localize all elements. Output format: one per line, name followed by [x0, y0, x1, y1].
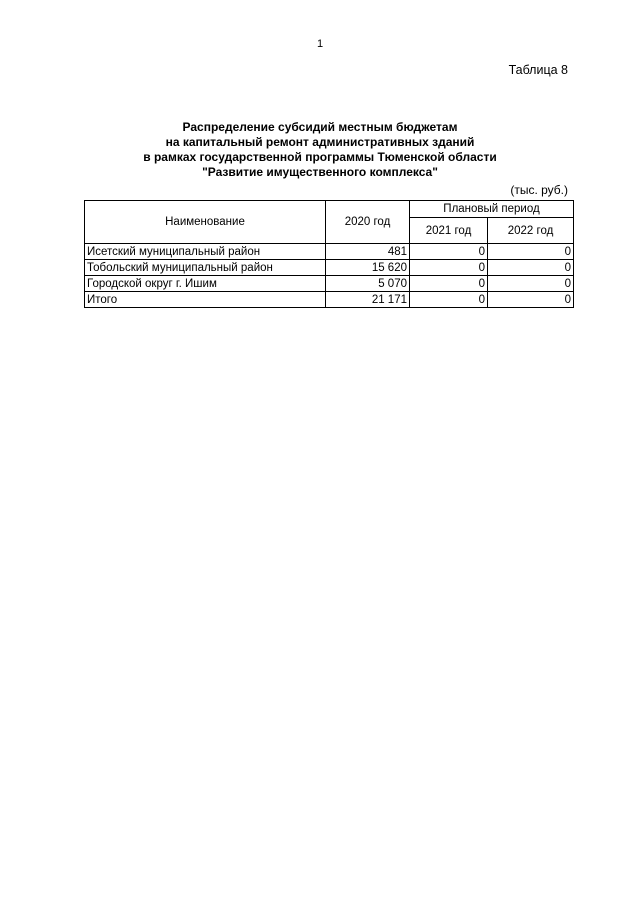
total-row [85, 292, 574, 308]
header-planning-period: Плановый период [410, 201, 574, 218]
table-row [85, 244, 574, 260]
row-2020: 481 [326, 244, 410, 260]
title-line-4: "Развитие имущественного комплекса" [202, 165, 438, 179]
row-2021: 0 [410, 244, 488, 260]
title-line-2: на капитальный ремонт административных зданий [165, 135, 475, 149]
row-2020: 5 070 [326, 276, 410, 292]
header-2022: 2022 год [488, 218, 574, 244]
table-label: Таблица 8 [508, 63, 568, 77]
total-2022: 0 [488, 292, 574, 308]
row-2022: 0 [488, 244, 574, 260]
header-2021: 2021 год [410, 218, 488, 244]
page-number: 1 [316, 38, 324, 50]
title-line-3: в рамках государственной программы Тюменской области [143, 150, 497, 164]
table-row [85, 260, 574, 276]
row-2021: 0 [410, 260, 488, 276]
row-2020: 15 620 [326, 260, 410, 276]
table-row [85, 276, 574, 292]
total-name: Итого [85, 292, 326, 308]
header-2020: 2020 год [326, 201, 410, 244]
row-2022: 0 [488, 260, 574, 276]
total-2021: 0 [410, 292, 488, 308]
document-title [0, 120, 640, 180]
header-name: Наименование [85, 201, 326, 244]
subsidy-table [84, 200, 574, 308]
row-2022: 0 [488, 276, 574, 292]
row-name: Исетский муниципальный район [85, 244, 326, 260]
total-2020: 21 171 [326, 292, 410, 308]
units-label: (тыс. руб.) [510, 183, 568, 197]
title-line-1: Распределение субсидий местным бюджетам [182, 120, 458, 134]
row-name: Городской округ г. Ишим [85, 276, 326, 292]
row-2021: 0 [410, 276, 488, 292]
row-name: Тобольский муниципальный район [85, 260, 326, 276]
